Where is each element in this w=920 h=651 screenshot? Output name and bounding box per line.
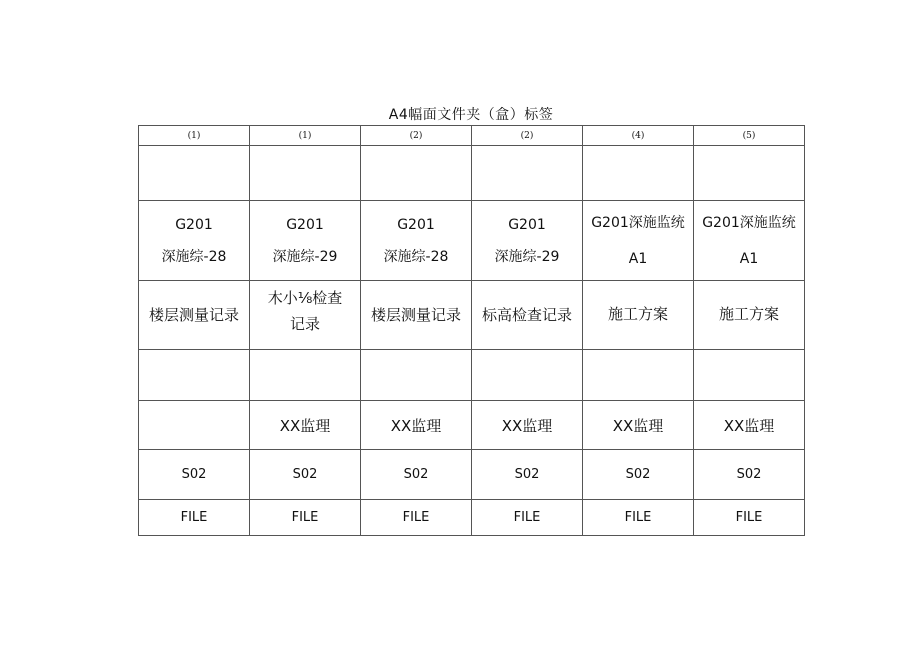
file-name-line2: 记录 — [289, 315, 320, 333]
file-name-line1: 木小⅛检查 — [267, 289, 343, 307]
supervisor-cell: XX监理 — [472, 401, 583, 450]
empty-cell — [250, 146, 361, 201]
storage-code-cell: S02 — [250, 450, 361, 500]
file-code-cell — [694, 201, 805, 281]
empty-cell — [472, 146, 583, 201]
file-code-line1: G201 — [175, 216, 213, 233]
file-code-cell — [139, 201, 250, 281]
empty-cell — [694, 146, 805, 201]
file-code-line1: G201 — [397, 216, 435, 233]
file-code-line2: A1 — [739, 250, 759, 267]
name-row — [139, 281, 805, 350]
column-number: (5) — [694, 126, 805, 146]
file-type-cell: FILE — [250, 500, 361, 536]
empty-cell — [472, 350, 583, 401]
file-type-cell: FILE — [583, 500, 694, 536]
empty-cell — [583, 146, 694, 201]
file-code-line1: G201 — [508, 216, 546, 233]
file-type-cell: FILE — [139, 500, 250, 536]
empty-cell — [361, 350, 472, 401]
column-number: (1) — [139, 126, 250, 146]
supervisor-cell — [139, 401, 250, 450]
file-name-cell — [694, 281, 805, 350]
file-name-line1: 楼层测量记录 — [370, 305, 461, 324]
storage-row — [139, 450, 805, 500]
file-name-cell — [361, 281, 472, 350]
file-code-cell — [472, 201, 583, 281]
file-name-line1: 楼层测量记录 — [148, 305, 239, 324]
file-name-line1: 施工方案 — [607, 305, 668, 323]
empty-cell — [694, 350, 805, 401]
empty-cell — [361, 146, 472, 201]
blank-row — [139, 146, 805, 201]
column-number: (1) — [250, 126, 361, 146]
storage-code-cell: S02 — [139, 450, 250, 500]
file-name-line1: 施工方案 — [718, 305, 779, 323]
column-number: (2) — [361, 126, 472, 146]
storage-code-cell: S02 — [472, 450, 583, 500]
file-type-cell: FILE — [694, 500, 805, 536]
storage-code-cell: S02 — [694, 450, 805, 500]
file-code-line2: 深施综-29 — [272, 248, 338, 265]
supervisor-cell: XX监理 — [694, 401, 805, 450]
file-code-cell — [361, 201, 472, 281]
supervisor-cell: XX监理 — [250, 401, 361, 450]
empty-cell — [139, 146, 250, 201]
file-code-cell — [583, 201, 694, 281]
supervisor-row — [139, 401, 805, 450]
file-type-cell: FILE — [472, 500, 583, 536]
code-row — [139, 201, 805, 281]
label-table — [138, 125, 805, 536]
file-code-line1: G201深施监统 — [591, 214, 685, 231]
file-code-line1: G201 — [286, 216, 324, 233]
file-code-line2: A1 — [628, 250, 648, 267]
document-title: A4幅面文件夹（盒）标签 — [388, 107, 554, 123]
empty-cell — [583, 350, 694, 401]
file-name-cell — [250, 281, 361, 350]
type-row — [139, 500, 805, 536]
file-name-cell — [472, 281, 583, 350]
column-number: (2) — [472, 126, 583, 146]
file-code-line2: 深施综-29 — [494, 248, 560, 265]
column-number: (4) — [583, 126, 694, 146]
file-name-cell — [583, 281, 694, 350]
empty-cell — [250, 350, 361, 401]
file-type-cell: FILE — [361, 500, 472, 536]
file-code-cell — [250, 201, 361, 281]
storage-code-cell: S02 — [361, 450, 472, 500]
file-name-cell — [139, 281, 250, 350]
blank-row — [139, 350, 805, 401]
file-code-line2: 深施综-28 — [161, 248, 227, 265]
supervisor-cell: XX监理 — [361, 401, 472, 450]
number-row — [139, 126, 805, 146]
file-name-line1: 标高检查记录 — [481, 305, 572, 324]
file-code-line1: G201深施监统 — [702, 214, 796, 231]
file-code-line2: 深施综-28 — [383, 248, 449, 265]
empty-cell — [139, 350, 250, 401]
supervisor-cell: XX监理 — [583, 401, 694, 450]
storage-code-cell: S02 — [583, 450, 694, 500]
